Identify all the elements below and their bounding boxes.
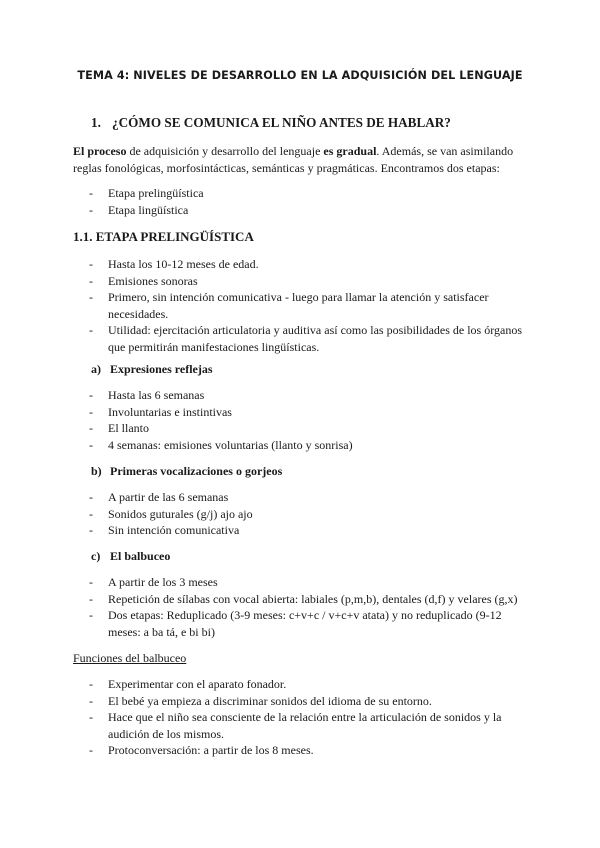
list-item: - A partir de los 3 meses [89, 574, 528, 591]
subsection-c-text: El balbuceo [110, 549, 171, 563]
section-1-heading-text: ¿CÓMO SE COMUNICA EL NIÑO ANTES DE HABLAR? [112, 115, 451, 130]
subsection-b-letter: b) [91, 464, 102, 478]
list-item: - Experimentar con el aparato fonador. [89, 676, 528, 693]
list-item: - Hace que el niño sea consciente de la relación entre la articulación de sonidos y la audición de los mismos. [89, 709, 528, 742]
funciones-heading: Funciones del balbuceo [73, 651, 187, 665]
intro-text-2: . Además, se van asimilando reglas fonológicas, morfosintácticas, semánticas y pragmáticas. Encontramos dos etapas: [73, 144, 514, 175]
list-item: - Etapa prelingüística [89, 185, 528, 202]
section-1-1-heading: 1.1. ETAPA PRELINGÜÍSTICA [73, 229, 254, 244]
list-item: - Emisiones sonoras [89, 273, 528, 290]
list-item: - Protoconversación: a partir de los 8 meses. [89, 742, 528, 759]
list-item: - Sin intención comunicativa [89, 522, 528, 539]
intro-bold-1: El proceso [73, 144, 127, 158]
list-item: - Hasta las 6 semanas [89, 387, 528, 404]
stages-list [89, 185, 528, 218]
list-item: - Utilidad: ejercitación articulatoria y auditiva así como las posibilidades de los órganos que permitirán manifestaciones lingüísticas. [89, 322, 528, 355]
list-item: - Involuntarias e instintivas [89, 404, 528, 421]
list-item: - Etapa lingüística [89, 202, 528, 219]
list-item: - Hasta los 10-12 meses de edad. [89, 256, 528, 273]
section-1-heading [91, 115, 451, 131]
list-item: - El llanto [89, 420, 528, 437]
intro-bold-2: es gradual [323, 144, 377, 158]
subsection-c-heading [91, 549, 170, 564]
list-item: - Dos etapas: Reduplicado (3-9 meses: c+v+c / v+c+v atata) y no reduplicado (9-12 meses: a ba tá, e bi bi) [89, 607, 528, 640]
babbling-list [89, 574, 528, 640]
intro-paragraph [73, 143, 533, 176]
subsection-a-heading [91, 362, 213, 377]
list-item: - A partir de las 6 semanas [89, 489, 528, 506]
funciones-list [89, 676, 528, 759]
subsection-a-letter: a) [91, 362, 101, 376]
list-item: - 4 semanas: emisiones voluntarias (llanto y sonrisa) [89, 437, 528, 454]
subsection-a-text: Expresiones reflejas [110, 362, 213, 376]
list-item: - El bebé ya empieza a discriminar sonidos del idioma de su entorno. [89, 693, 528, 710]
list-item: - Sonidos guturales (g/j) ajo ajo [89, 506, 528, 523]
reflex-list [89, 387, 528, 453]
intro-text-1: de adquisición y desarrollo del lenguaje [126, 144, 324, 158]
subsection-c-letter: c) [91, 549, 101, 563]
section-1-number: 1. [91, 115, 101, 130]
list-item: - Primero, sin intención comunicativa - luego para llamar la atención y satisfacer necesidades. [89, 289, 528, 322]
subsection-b-text: Primeras vocalizaciones o gorjeos [110, 464, 283, 478]
list-item: - Repetición de sílabas con vocal abierta: labiales (p,m,b), dentales (d,f) y velares (g,x) [89, 591, 528, 608]
document-title: TEMA 4: NIVELES DE DESARROLLO EN LA ADQUISICIÓN DEL LENGUAJE [77, 69, 523, 82]
subsection-b-heading [91, 464, 282, 479]
vocalizations-list [89, 489, 528, 539]
prelinguistic-list [89, 256, 528, 355]
